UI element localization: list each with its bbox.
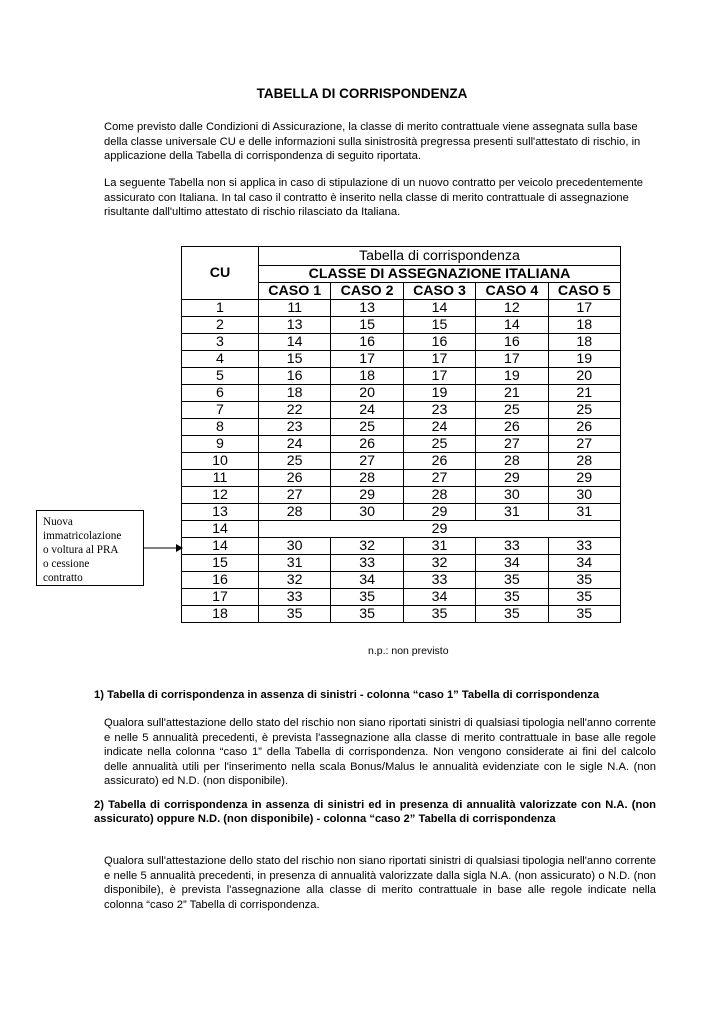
- class-cell: 16: [331, 334, 403, 351]
- class-cell: 27: [403, 470, 475, 487]
- class-cell: 27: [259, 487, 331, 504]
- class-cell: 28: [259, 504, 331, 521]
- class-cell: 13: [331, 300, 403, 317]
- cu-cell: 8: [182, 419, 259, 436]
- class-cell: 33: [548, 538, 620, 555]
- class-cell: 34: [331, 572, 403, 589]
- class-cell: 26: [259, 470, 331, 487]
- cu-cell: 15: [182, 555, 259, 572]
- side-note-line: contratto: [43, 572, 83, 584]
- class-cell: 13: [259, 317, 331, 334]
- class-cell: 20: [548, 368, 620, 385]
- class-cell: 33: [403, 572, 475, 589]
- cu-cell: 3: [182, 334, 259, 351]
- class-cell: 25: [331, 419, 403, 436]
- class-cell: 35: [476, 572, 548, 589]
- class-cell: 19: [403, 385, 475, 402]
- class-cell: 21: [548, 385, 620, 402]
- cu-cell: 1: [182, 300, 259, 317]
- intro-paragraph-2: La seguente Tabella non si applica in caso di stipulazione di un nuovo contratto per veicolo precedentemente assicurato con Italiana. In tal caso il contratto è inserito nella classe di merito contrattuale di assegnazione risultante dall'ultimo attestato di rischio rilasciato da Italiana.: [104, 177, 644, 219]
- class-cell: 35: [331, 589, 403, 606]
- table-row: [182, 487, 621, 504]
- class-cell: 29: [403, 504, 475, 521]
- section-number: 1): [94, 689, 104, 701]
- table-row: [182, 538, 621, 555]
- table-row: [182, 317, 621, 334]
- column-header: CASO 3: [403, 283, 475, 300]
- side-note-line: Nuova: [43, 516, 73, 528]
- class-cell: 28: [331, 470, 403, 487]
- section-1-body: Qualora sull'attestazione dello stato del rischio non siano riportati sinistri di qualsiasi tipologia nell'anno corrente e nelle 5 annualità precedenti, è prevista l'assegnazione alla classe di merito contrattuale in base alle regole indicate nella colonna “caso 1” della Tabella di corrispondenza. Non vengono considerate ai fini del calcolo delle annualità utili per l'inserimento nella scala Bonus/Malus le annualità evidenziate con le sigle N.A. (non assicurato) ed N.D. (non disponibile).: [104, 717, 656, 788]
- class-cell: 32: [403, 555, 475, 572]
- cu-cell: 5: [182, 368, 259, 385]
- table-row: [182, 300, 621, 317]
- class-cell: 34: [403, 589, 475, 606]
- cu-cell: 6: [182, 385, 259, 402]
- class-cell: 20: [331, 385, 403, 402]
- class-cell: 32: [331, 538, 403, 555]
- class-cell: 14: [476, 317, 548, 334]
- intro-paragraph-1: Come previsto dalle Condizioni di Assicurazione, la classe di merito contrattuale viene assegnata sulla base della classe universale CU e delle informazioni sulla sinistrosità pregressa presenti sull'attestato di rischio, in applicazione della Tabella di corrispondenza di seguito riportata.: [104, 121, 641, 163]
- column-header: CASO 2: [331, 283, 403, 300]
- class-cell: 27: [331, 453, 403, 470]
- class-cell: 30: [476, 487, 548, 504]
- cu-cell: 2: [182, 317, 259, 334]
- column-header: CASO 4: [476, 283, 548, 300]
- class-cell: 24: [331, 402, 403, 419]
- table-row: [182, 351, 621, 368]
- class-cell: 33: [476, 538, 548, 555]
- table-row: [182, 453, 621, 470]
- cu-cell: 11: [182, 470, 259, 487]
- table-row: [182, 555, 621, 572]
- class-cell: 14: [403, 300, 475, 317]
- class-cell: 29: [331, 487, 403, 504]
- correspondence-table: [181, 246, 621, 623]
- cu-cell: 12: [182, 487, 259, 504]
- table-row: [182, 589, 621, 606]
- table-row: [182, 504, 621, 521]
- side-note-box: [36, 510, 144, 586]
- class-cell: 18: [259, 385, 331, 402]
- class-cell: 30: [331, 504, 403, 521]
- class-cell: 18: [548, 317, 620, 334]
- table-row: [182, 521, 621, 538]
- class-cell: 18: [331, 368, 403, 385]
- cu-cell: 17: [182, 589, 259, 606]
- class-cell: 33: [259, 589, 331, 606]
- cu-cell: 14: [182, 538, 259, 555]
- class-cell: 28: [403, 487, 475, 504]
- class-cell: 18: [548, 334, 620, 351]
- class-cell: 30: [259, 538, 331, 555]
- table-title: Tabella di corrispondenza: [259, 247, 621, 266]
- group-header: CLASSE DI ASSEGNAZIONE ITALIANA: [259, 266, 621, 283]
- class-cell: 34: [548, 555, 620, 572]
- class-cell: 33: [331, 555, 403, 572]
- section-2-heading: [94, 798, 656, 826]
- class-cell: 35: [476, 606, 548, 623]
- merged-cell: 29: [259, 521, 621, 538]
- class-cell: 26: [331, 436, 403, 453]
- class-cell: 35: [548, 606, 620, 623]
- table-row: [182, 606, 621, 623]
- table-row: [182, 470, 621, 487]
- class-cell: 35: [548, 572, 620, 589]
- column-header: CASO 5: [548, 283, 620, 300]
- class-cell: 24: [259, 436, 331, 453]
- class-cell: 24: [403, 419, 475, 436]
- class-cell: 17: [548, 300, 620, 317]
- class-cell: 26: [548, 419, 620, 436]
- table-row: [182, 385, 621, 402]
- section-1-heading: [94, 688, 656, 702]
- class-cell: 31: [548, 504, 620, 521]
- class-cell: 23: [403, 402, 475, 419]
- class-cell: 31: [476, 504, 548, 521]
- table-row: [182, 572, 621, 589]
- cu-cell: 7: [182, 402, 259, 419]
- class-cell: 30: [548, 487, 620, 504]
- cu-cell: 10: [182, 453, 259, 470]
- class-cell: 35: [548, 589, 620, 606]
- side-note-line: o voltura al PRA: [43, 544, 119, 556]
- class-cell: 16: [403, 334, 475, 351]
- section-2-body: Qualora sull'attestazione dello stato del rischio non siano riportati sinistri di qualsiasi tipologia nell'anno corrente e nelle 5 annualità precedenti, in presenza di annualità valorizzate dalla sigla N.A. (non assicurato) o N.D. (non disponibile), è prevista l'assegnazione alla classe di merito contrattuale in base alle regole indicate nella colonna “caso 2” Tabella di corrispondenza.: [104, 855, 656, 911]
- class-cell: 19: [548, 351, 620, 368]
- class-cell: 25: [476, 402, 548, 419]
- class-cell: 17: [476, 351, 548, 368]
- class-cell: 17: [331, 351, 403, 368]
- class-cell: 16: [476, 334, 548, 351]
- table-row: [182, 419, 621, 436]
- cu-cell: 13: [182, 504, 259, 521]
- page-title: TABELLA DI CORRISPONDENZA: [256, 86, 468, 101]
- class-cell: 34: [476, 555, 548, 572]
- table-footnote: n.p.: non previsto: [368, 645, 449, 657]
- class-cell: 21: [476, 385, 548, 402]
- class-cell: 17: [403, 351, 475, 368]
- class-cell: 25: [403, 436, 475, 453]
- class-cell: 25: [259, 453, 331, 470]
- class-cell: 26: [476, 419, 548, 436]
- class-cell: 27: [548, 436, 620, 453]
- column-header: CASO 1: [259, 283, 331, 300]
- table-row: [182, 402, 621, 419]
- class-cell: 27: [476, 436, 548, 453]
- class-cell: 16: [259, 368, 331, 385]
- class-cell: 25: [548, 402, 620, 419]
- side-note-line: o cessione: [43, 558, 90, 570]
- class-cell: 17: [403, 368, 475, 385]
- class-cell: 26: [403, 453, 475, 470]
- section-heading-text: Tabella di corrispondenza in assenza di sinistri ed in presenza di annualità valorizzate con N.A. (non assicurato) oppure N.D. (non disponibile) - colonna “caso 2” Tabella di corrispondenza: [94, 799, 657, 825]
- class-cell: 14: [259, 334, 331, 351]
- class-cell: 12: [476, 300, 548, 317]
- class-cell: 11: [259, 300, 331, 317]
- class-cell: 35: [331, 606, 403, 623]
- class-cell: 19: [476, 368, 548, 385]
- arrow-right-icon: [144, 542, 184, 554]
- class-cell: 15: [259, 351, 331, 368]
- table-row: [182, 368, 621, 385]
- cu-cell: 18: [182, 606, 259, 623]
- cu-cell: 4: [182, 351, 259, 368]
- class-cell: 23: [259, 419, 331, 436]
- class-cell: 22: [259, 402, 331, 419]
- class-cell: 31: [403, 538, 475, 555]
- section-heading-text: Tabella di corrispondenza in assenza di sinistri - colonna “caso 1” Tabella di corrispondenza: [107, 689, 600, 701]
- class-cell: 35: [259, 606, 331, 623]
- class-cell: 29: [548, 470, 620, 487]
- section-number: 2): [94, 799, 104, 811]
- cu-cell: 16: [182, 572, 259, 589]
- class-cell: 28: [476, 453, 548, 470]
- class-cell: 28: [548, 453, 620, 470]
- class-cell: 32: [259, 572, 331, 589]
- class-cell: 15: [403, 317, 475, 334]
- cu-cell: 14: [182, 521, 259, 538]
- class-cell: 35: [403, 606, 475, 623]
- class-cell: 15: [331, 317, 403, 334]
- class-cell: 31: [259, 555, 331, 572]
- cu-cell: 9: [182, 436, 259, 453]
- cu-header: CU: [182, 247, 259, 300]
- side-note-line: immatricolazione: [43, 530, 122, 542]
- class-cell: 29: [476, 470, 548, 487]
- table-row: [182, 334, 621, 351]
- class-cell: 35: [476, 589, 548, 606]
- table-row: [182, 436, 621, 453]
